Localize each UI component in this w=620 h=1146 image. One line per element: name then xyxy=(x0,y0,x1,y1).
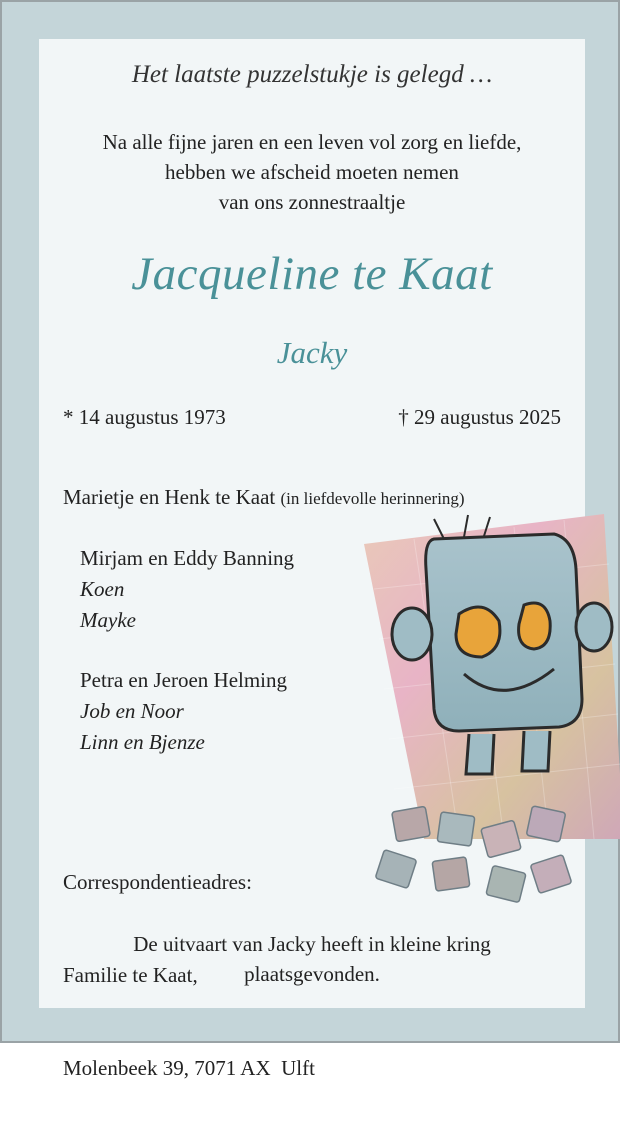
intro-text xyxy=(39,127,585,217)
family-couple: Petra en Jeroen Helming xyxy=(80,668,288,692)
intro-line: van ons zonnestraaltje xyxy=(218,190,406,214)
family-child: Job en Noor xyxy=(80,699,184,723)
family-child: Koen xyxy=(80,577,125,601)
parents-names: Marietje en Henk te Kaat xyxy=(63,485,276,509)
closing-line: plaatsgevonden. xyxy=(244,962,380,986)
parents-line xyxy=(63,485,465,510)
address-label: Correspondentieadres: xyxy=(63,870,252,894)
intro-line: Na alle fijne jaren en een leven vol zorg en liefde, xyxy=(102,130,522,154)
death-date: † 29 augustus 2025 xyxy=(398,405,561,429)
deceased-nickname: Jacky xyxy=(276,335,348,370)
address-line: Molenbeek 39, 7071 AX Ulft xyxy=(63,1056,315,1080)
parents-note: (in liefdevolle herinnering) xyxy=(280,489,465,508)
birth-date: * 14 augustus 1973 xyxy=(63,405,226,429)
family-child: Linn en Bjenze xyxy=(80,730,205,754)
deceased-name: Jacqueline te Kaat xyxy=(131,248,493,300)
closing-line: De uitvaart van Jacky heeft in kleine kring xyxy=(133,932,491,956)
opening-line: Het laatste puzzelstukje is gelegd … xyxy=(131,61,493,88)
family-child: Mayke xyxy=(80,608,136,632)
family-group xyxy=(80,543,294,636)
family-group xyxy=(80,665,287,758)
closing-text xyxy=(39,929,585,989)
announcement-card xyxy=(39,39,585,1080)
family-couple: Mirjam en Eddy Banning xyxy=(80,546,295,570)
robot-puzzle-illustration xyxy=(364,509,620,909)
address-line: Familie te Kaat, xyxy=(63,963,198,987)
intro-line: hebben we afscheid moeten nemen xyxy=(165,160,459,184)
loose-puzzle-pieces xyxy=(375,806,572,903)
